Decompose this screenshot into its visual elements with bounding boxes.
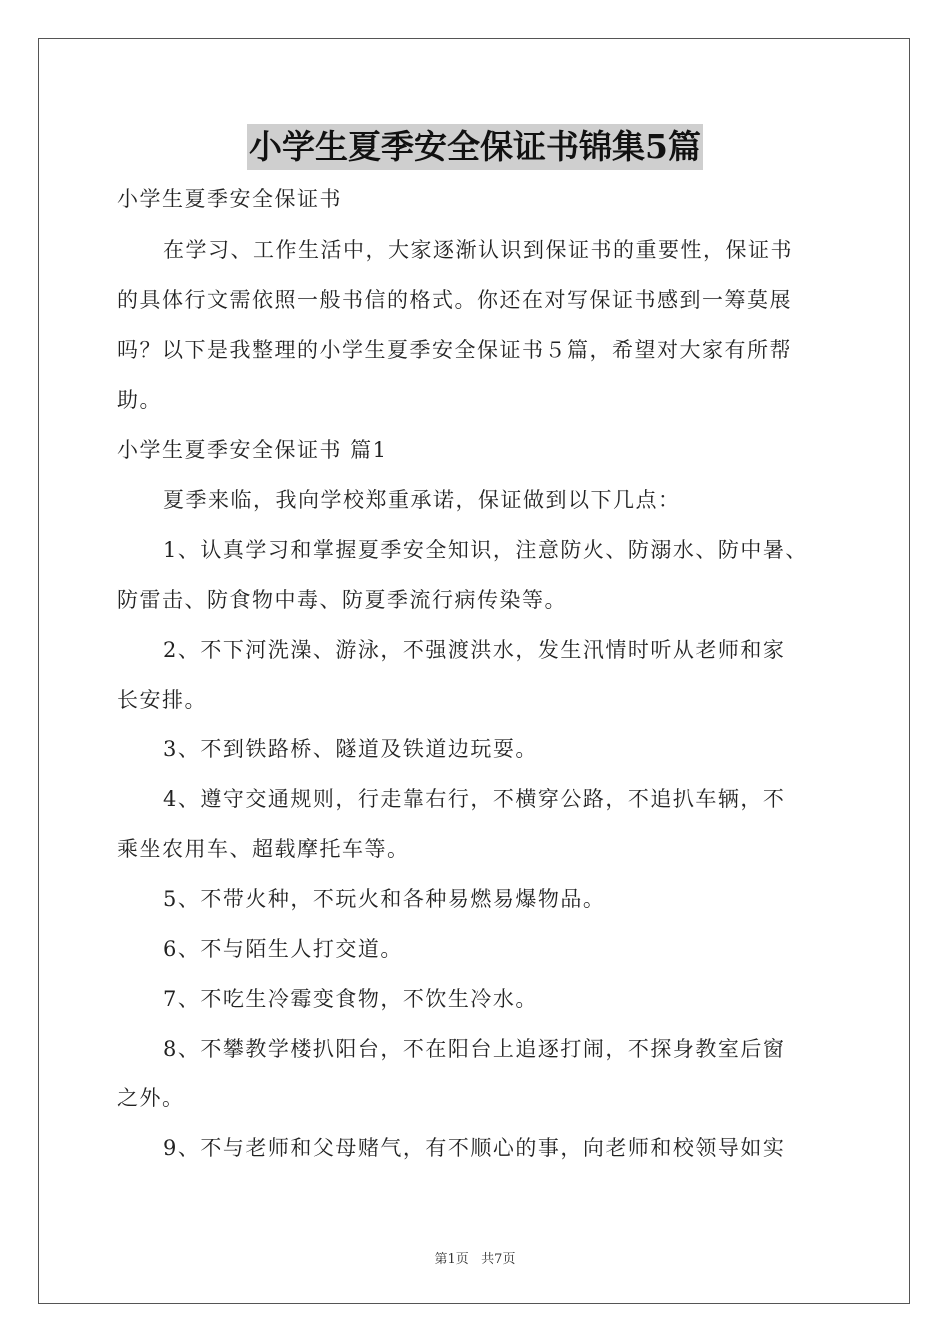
intro-line: 吗？以下是我整理的小学生夏季安全保证书５篇，希望对大家有所帮 <box>117 338 792 362</box>
document-title: 小学生夏季安全保证书锦集5篇 <box>247 124 703 170</box>
paragraph-line: 3、不到铁路桥、隧道及铁道边玩耍。 <box>163 737 538 761</box>
paragraph-line: 夏季来临，我向学校郑重承诺，保证做到以下几点： <box>163 488 681 512</box>
paragraph-line: 4、遵守交通规则，行走靠右行，不横穿公路，不追扒车辆，不 <box>163 787 786 811</box>
document-title-wrap <box>0 124 950 170</box>
page-footer: 第1页 共7页 <box>434 1252 516 1267</box>
paragraph-line: 2、不下河洗澡、游泳，不强渡洪水，发生汛情时听从老师和家 <box>163 638 786 662</box>
paragraph-line: 7、不吃生冷霉变食物，不饮生冷水。 <box>163 987 538 1011</box>
paragraph-line: 之外。 <box>117 1086 185 1110</box>
paragraph-line: 1、认真学习和掌握夏季安全知识，注意防火、防溺水、防中暑、 <box>163 538 808 562</box>
paragraph-line: 防雷击、防食物中毒、防夏季流行病传染等。 <box>117 588 567 612</box>
paragraph-line: 9、不与老师和父母赌气，有不顺心的事，向老师和校领导如实 <box>163 1136 786 1160</box>
paragraph-line: 6、不与陌生人打交道。 <box>163 937 403 961</box>
subtitle: 小学生夏季安全保证书 <box>117 187 342 211</box>
paragraph-line: 8、不攀教学楼扒阳台，不在阳台上追逐打闹，不探身教室后窗 <box>163 1037 786 1061</box>
section-heading: 小学生夏季安全保证书 篇1 <box>117 438 388 462</box>
paragraph-line: 5、不带火种，不玩火和各种易燃易爆物品。 <box>163 887 606 911</box>
page-border <box>38 38 910 1304</box>
intro-line: 在学习、工作生活中，大家逐渐认识到保证书的重要性，保证书 <box>163 238 793 262</box>
intro-line: 的具体行文需依照一般书信的格式。你还在对写保证书感到一筹莫展 <box>117 288 792 312</box>
paragraph-line: 长安排。 <box>117 688 207 712</box>
paragraph-line: 乘坐农用车、超载摩托车等。 <box>117 837 410 861</box>
intro-line: 助。 <box>117 388 162 412</box>
